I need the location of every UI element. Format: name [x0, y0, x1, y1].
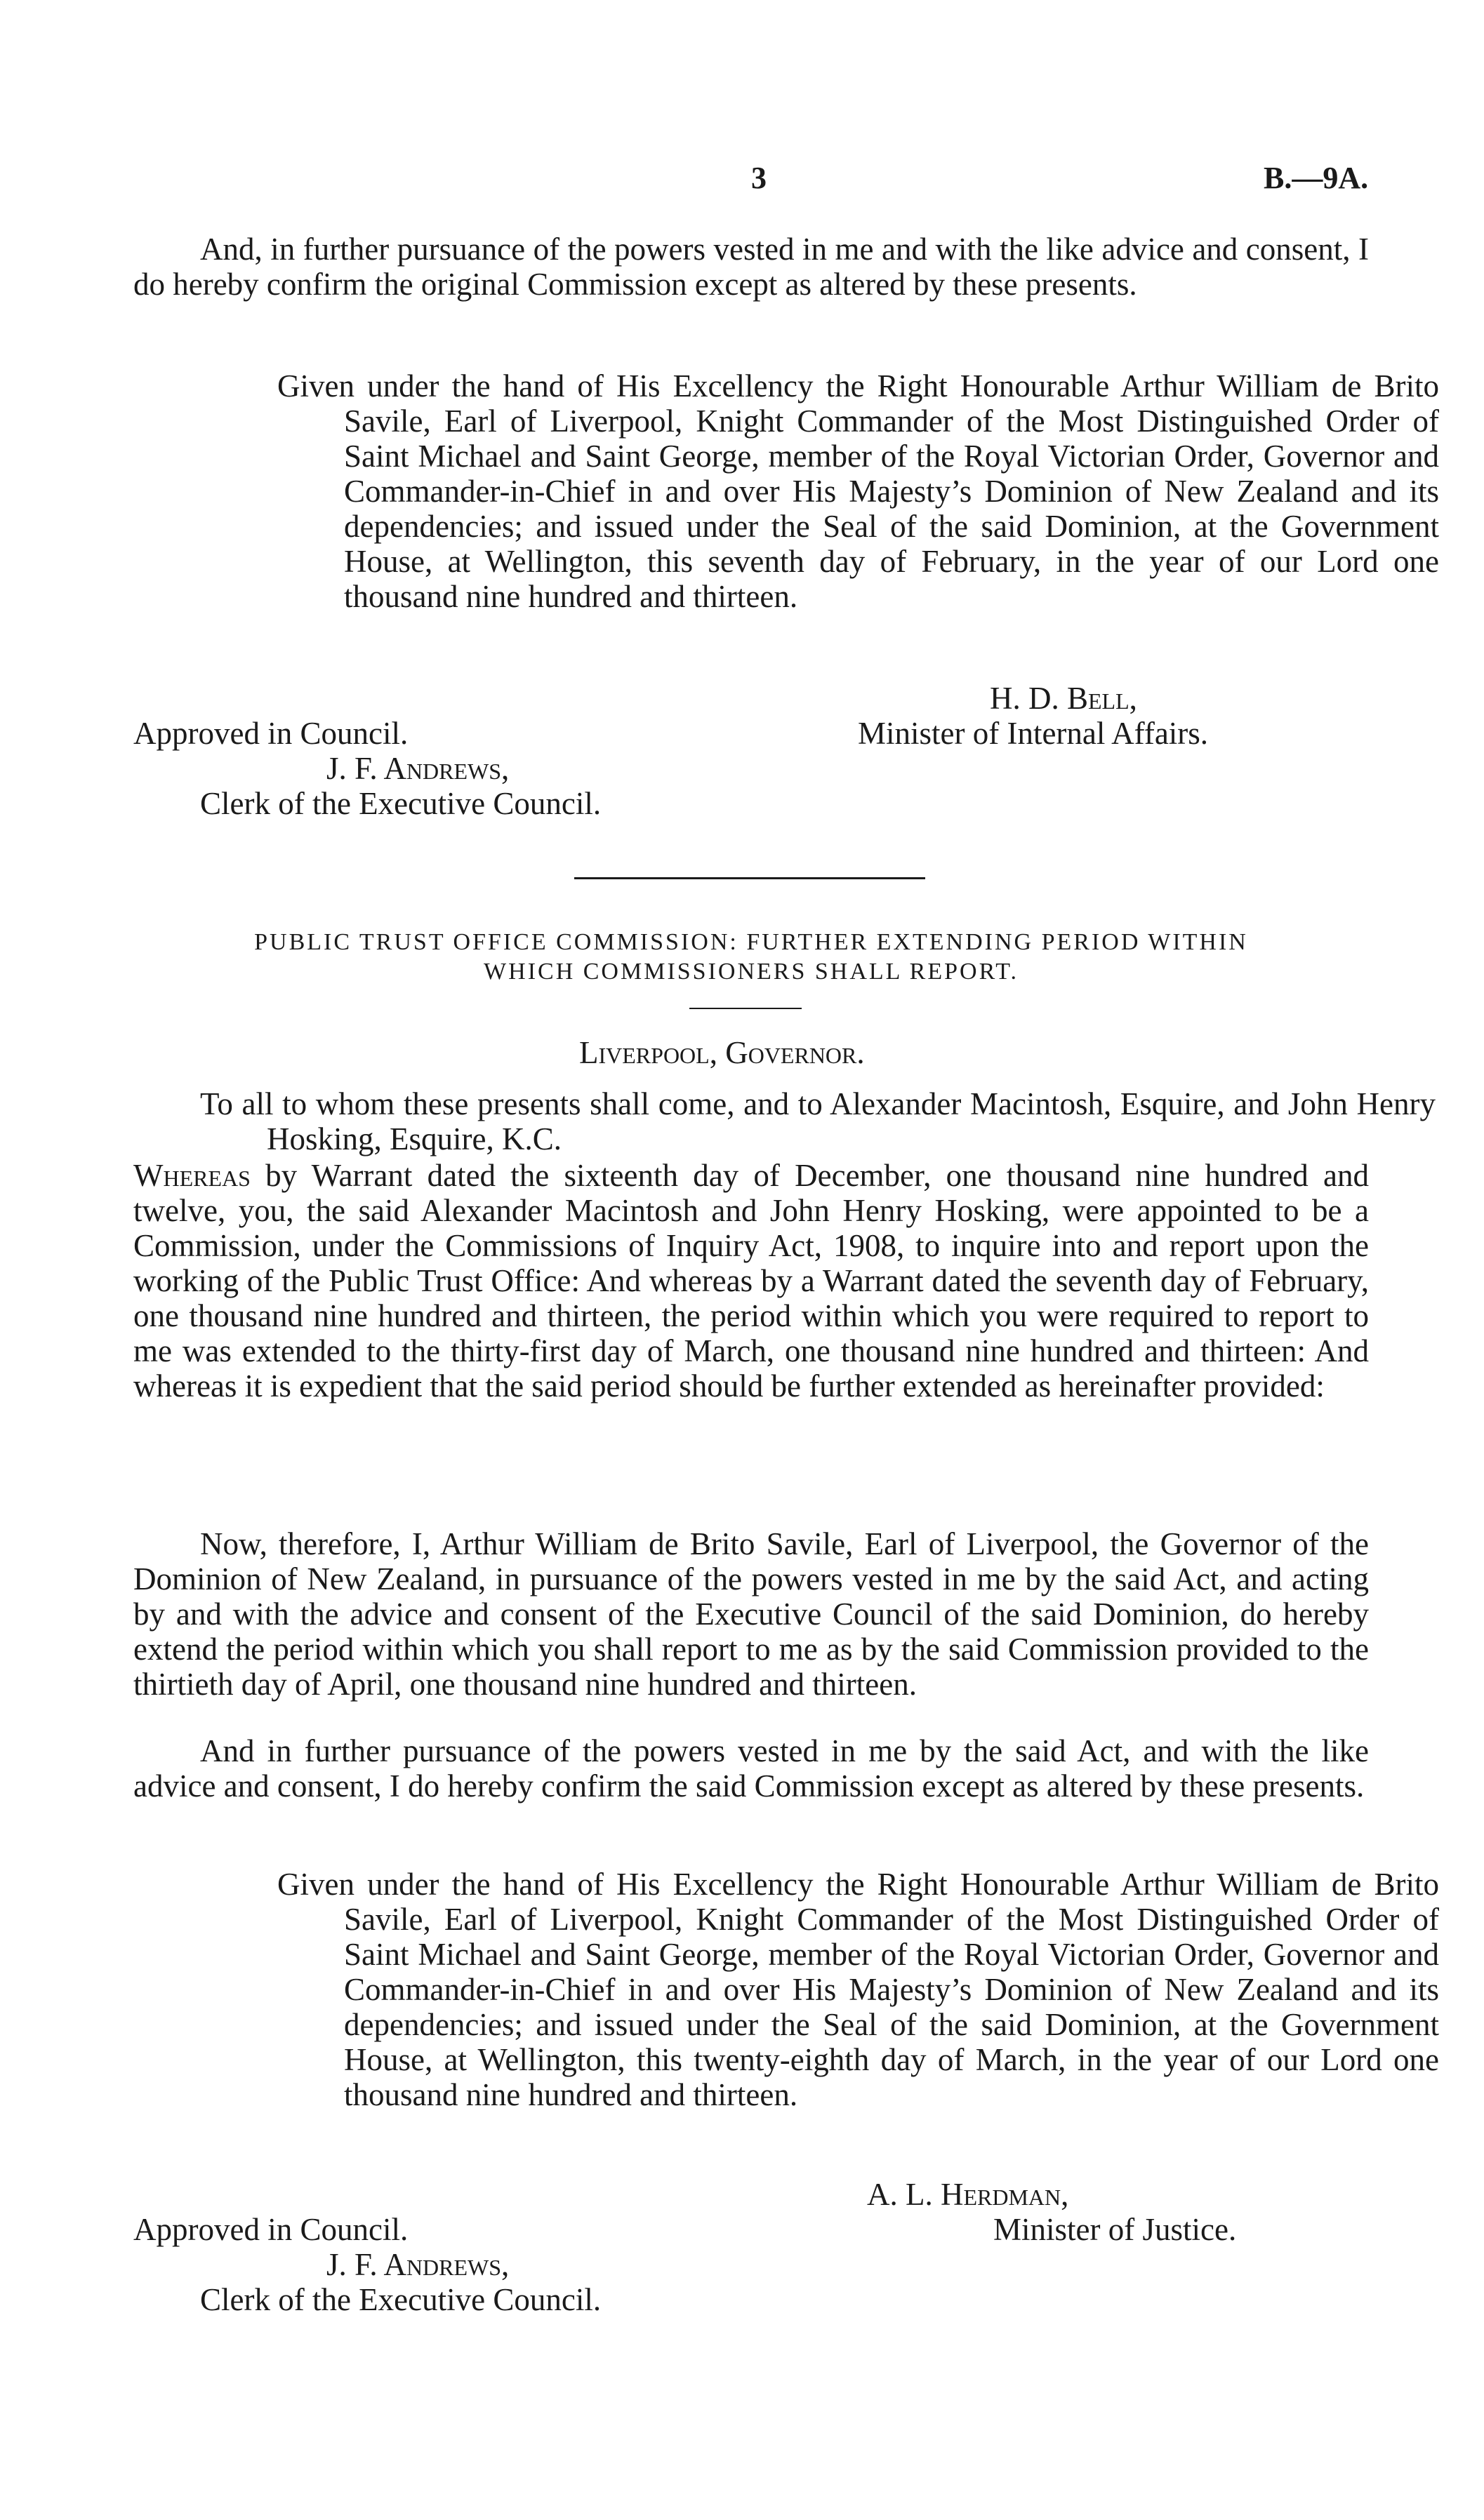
now-therefore-paragraph: Now, therefore, I, Arthur William de Brito Savile, Earl of Liverpool, the Governor of the Dominion of New Zealand, in pursuance of the powers vested in me by the said Act, and acting by and with the advice and consent of the Executive Council of the said Dominion, do hereby extend the period within which you shall report to me as by the said Commission provided to the thirtieth day of April, one thousand nine hundred and thirteen.	[133, 1526, 1369, 1702]
clerk-title-2: Clerk of the Executive Council.	[200, 2282, 602, 2317]
page-number: 3	[751, 161, 767, 195]
address-paragraph: To all to whom these presents shall come, and to Alexander Macintosh, Esquire, and John Henry Hosking, Esquire, K.C.	[200, 1086, 1436, 1156]
approved-in-council-2: Approved in Council.	[133, 2212, 409, 2247]
minister-name-text: H. D. Bell,	[990, 681, 1137, 716]
clerk-name-1: J. F. Andrews,	[326, 751, 510, 786]
minister-title-1: Minister of Internal Affairs.	[858, 716, 1209, 751]
minister-name-2: A. L. Herdman,	[867, 2177, 1069, 2212]
minister-title-2: Minister of Justice.	[993, 2212, 1237, 2247]
minister-name-1	[990, 681, 1137, 716]
clerk-name-2: J. F. Andrews,	[326, 2247, 510, 2282]
closing-paragraph: And, in further pursuance of the powers vested in me and with the like advice and consent, I do hereby confirm the original Commission except as altered by these presents.	[133, 232, 1369, 302]
section-heading	[133, 928, 1369, 987]
whereas-body: by Warrant dated the sixteenth day of December, one thousand nine hundred and twelve, you, the said Alexander Macintosh and John Henry Hosking, were appointed to be a Commission, under the Commissions of Inquiry Act, 1908, to inquire into and report upon the working of the Public Trust Office: And whereas by a Warrant dated the seventh day of February, one thousand nine hundred and thirteen, the period within which you were required to report to me was extended to the thirty-first day of March, one thousand nine hundred and thirteen: And whereas it is expedient that the said period should be further extended as hereinafter provided:	[133, 1158, 1369, 1404]
section-heading-line2: WHICH COMMISSIONERS SHALL REPORT.	[484, 959, 1019, 985]
given-under-hand-2: Given under the hand of His Excellency the Right Honourable Arthur William de Brito Savile, Earl of Liverpool, Knight Commander of the Most Distinguished Order of Saint Michael and Saint George, member of the Royal Victorian Order, Governor and Commander-in-Chief in and over His Majesty’s Dominion of New Zealand and its dependencies; and issued under the Seal of the said Dominion, at the Government House, at Wellington, this twenty-eighth day of March, in the year of our Lord one thousand nine hundred and thirteen.	[277, 1867, 1439, 2112]
section-divider	[574, 877, 925, 879]
governor-line: Liverpool, Governor.	[579, 1035, 865, 1070]
approved-in-council-1: Approved in Council.	[133, 716, 409, 751]
further-paragraph: And in further pursuance of the powers vested in me by the said Act, and with the like advice and consent, I do hereby confirm the said Commission except as altered by these presents.	[133, 1733, 1369, 1804]
clerk-title-1: Clerk of the Executive Council.	[200, 786, 602, 821]
whereas-lead: Whereas	[133, 1158, 251, 1193]
whereas-paragraph	[133, 1158, 1369, 1404]
given-under-hand-1: Given under the hand of His Excellency the Right Honourable Arthur William de Brito Savile, Earl of Liverpool, Knight Commander of the Most Distinguished Order of Saint Michael and Saint George, member of the Royal Victorian Order, Governor and Commander-in-Chief in and over His Majesty’s Dominion of New Zealand and its dependencies; and issued under the Seal of the said Dominion, at the Government House, at Wellington, this seventh day of February, in the year of our Lord one thousand nine hundred and thirteen.	[277, 368, 1439, 614]
heading-underline	[689, 1008, 802, 1009]
section-heading-line1: PUBLIC TRUST OFFICE COMMISSION: FURTHER EXTENDING PERIOD WITHIN	[254, 929, 1248, 955]
document-reference: B.—9A.	[1264, 161, 1369, 195]
